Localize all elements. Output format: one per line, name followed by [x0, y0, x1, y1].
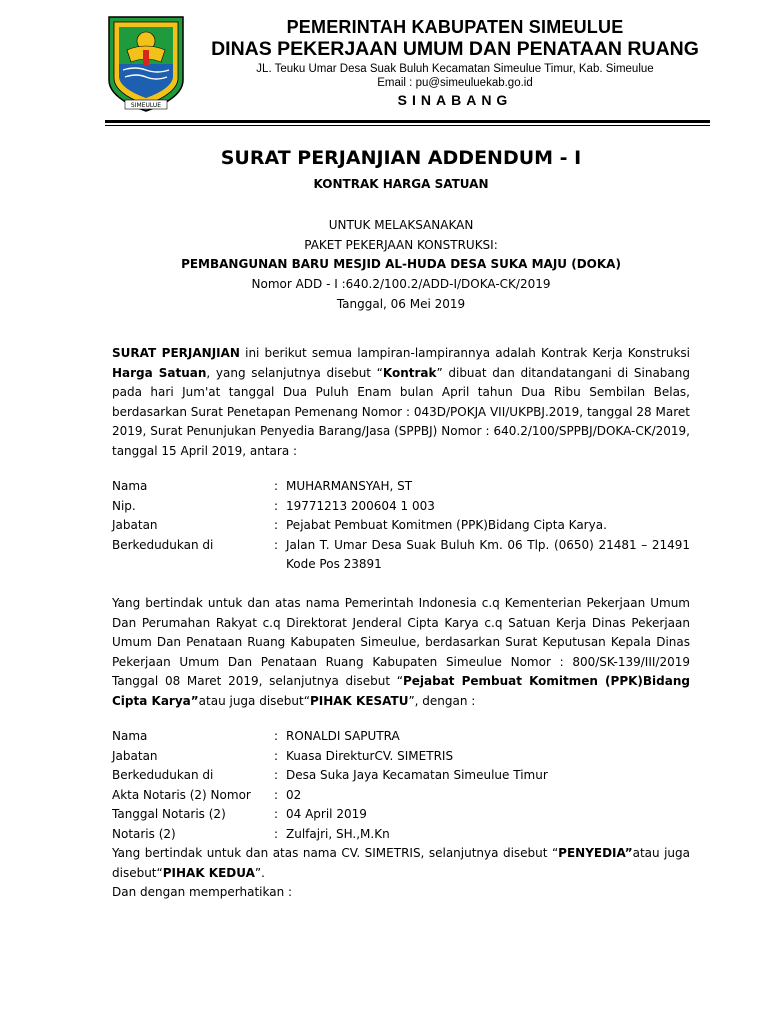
- party-two-details: [112, 727, 690, 844]
- field-label: Jabatan: [112, 748, 158, 763]
- party-two-bold-alias: PIHAK KEDUA: [162, 865, 255, 880]
- package-heading: PAKET PEKERJAAN KONSTRUKSI:: [304, 238, 498, 252]
- letterhead-government: PEMERINTAH KABUPATEN SIMEULUE: [286, 17, 624, 37]
- field-row: [112, 477, 690, 497]
- purpose-heading: UNTUK MELAKSANAKAN: [328, 218, 474, 232]
- field-colon: :: [274, 748, 279, 763]
- letterhead-email: Email : pu@simeuluekab.go.id: [377, 77, 533, 89]
- intro-text-1: ini berikut semua lampiran-lampirannya adalah Kontrak Kerja Konstruksi: [239, 346, 690, 360]
- party-one-text-3: ”, dengan :: [408, 693, 476, 708]
- field-value: 04 April 2019: [286, 807, 367, 821]
- field-colon: :: [274, 479, 279, 493]
- project-name: PEMBANGUNAN BARU MESJID AL-HUDA DESA SUKA MAJU (DOKA): [181, 257, 621, 271]
- letterhead-divider-thick: [105, 120, 710, 123]
- intro-paragraph: [112, 344, 690, 461]
- field-row: [112, 727, 690, 747]
- letterhead-city: SINABANG: [397, 92, 513, 108]
- field-value: Zulfajri, SH.,M.Kn: [286, 826, 390, 841]
- intro-bold-harga: Harga Satuan: [112, 365, 207, 380]
- letterhead-address: JL. Teuku Umar Desa Suak Buluh Kecamatan Simeulue Timur, Kab. Simeulue: [256, 63, 654, 75]
- field-row: [112, 805, 690, 825]
- document-subtitle: KONTRAK HARGA SATUAN: [313, 177, 489, 191]
- field-colon: :: [274, 729, 279, 743]
- field-colon: :: [274, 787, 279, 802]
- field-colon: :: [274, 807, 279, 821]
- field-colon: :: [274, 768, 279, 782]
- party-one-description: [112, 594, 690, 711]
- field-row: [112, 766, 690, 786]
- party-two-text-3: ”.: [254, 865, 265, 880]
- intro-bold-kontrak: Kontrak: [382, 365, 437, 380]
- field-label: Berkedudukan di: [112, 537, 214, 552]
- field-label: Nama: [112, 479, 148, 493]
- party-one-details: [112, 477, 690, 575]
- party-one-text-2: atau juga disebut“: [198, 693, 310, 708]
- field-value: Kuasa DirekturCV. SIMETRIS: [286, 748, 454, 763]
- field-row: [112, 497, 690, 517]
- field-label: Notaris (2): [112, 826, 176, 841]
- field-value: Desa Suka Jaya Kecamatan Simeulue Timur: [286, 768, 548, 782]
- party-two-description: [112, 844, 690, 903]
- field-colon: :: [274, 518, 279, 532]
- field-value: MUHARMANSYAH, ST: [286, 479, 413, 493]
- field-row: [112, 516, 690, 536]
- field-row: [112, 825, 690, 845]
- letterhead-divider-thin: [105, 125, 710, 126]
- field-row: [112, 786, 690, 806]
- field-label: Akta Notaris (2) Nomor: [112, 787, 251, 802]
- document-number: Nomor ADD - I :640.2/100.2/ADD-I/DOKA-CK/2019: [251, 277, 551, 291]
- party-two-text-1: Yang bertindak untuk dan atas nama CV. SIMETRIS, selanjutnya disebut “: [112, 846, 559, 860]
- party-one-text-1: Yang bertindak untuk dan atas nama Pemerintah Indonesia c.q Kementerian Pekerjaan Umum Dan Perumahan Rakyat c.q Direktorat Jenderal Cipta Karya c.q Satuan Kerja Dinas Pekerjaan Umum Dan Penataan Ruang Kabupaten Simeulue, berdasarkan Surat Keputusan Kepala Dinas Pekerjaan Umum Dan Penataan Ruang Kabupaten Simeulue Nomor : 800/SK-139/III/2019 Tanggal 08 Maret 2019, selanjutnya disebut “: [112, 596, 690, 688]
- letterhead: [0, 0, 768, 125]
- field-colon: :: [274, 498, 279, 513]
- intro-text-3: ” dibuat dan ditandatangani di Sinabang pada hari Jum'at tanggal Dua Puluh Enam bulan April tahun Dua Ribu Sembilan Belas, berdasarkan Surat Penetapan Pemenang Nomor : 043D/POKJA VII/UKPBJ.2019, tanggal 28 Maret 2019, Surat Penunjukan Penyedia Barang/Jasa (SPPBJ) Nomor : 640.2/100/SPPBJ/DOKA-CK/2019, tanggal 15 April 2019, antara :: [112, 365, 690, 458]
- party-two-bold-title: PENYEDIA”: [558, 846, 633, 860]
- field-row: [112, 536, 690, 575]
- party-two-text-2: atau juga disebut“: [112, 846, 690, 880]
- letterhead-department: DINAS PEKERJAAN UMUM DAN PENATAAN RUANG: [211, 38, 699, 60]
- party-one-bold-alias: PIHAK KESATU: [309, 693, 409, 708]
- svg-text:SIMEULUE: SIMEULUE: [130, 102, 162, 109]
- field-colon: :: [274, 537, 279, 552]
- field-label: Tanggal Notaris (2): [112, 807, 226, 821]
- field-label: Jabatan: [112, 518, 158, 532]
- field-label: Nip.: [112, 498, 136, 513]
- simeulue-coat-of-arms-logo: [105, 14, 187, 114]
- document-date: Tanggal, 06 Mei 2019: [336, 297, 466, 311]
- field-value: Jalan T. Umar Desa Suak Buluh Km. 06 Tlp. (0650) 21481 – 21491 Kode Pos 23891: [286, 537, 690, 571]
- field-value: 19771213 200604 1 003: [286, 498, 435, 513]
- field-row: [112, 747, 690, 767]
- intro-text-2: , yang selanjutnya disebut “: [206, 365, 383, 380]
- party-one-bold-title: Pejabat Pembuat Komitmen (PPK)Bidang Cipta Karya”: [112, 674, 690, 708]
- field-colon: :: [274, 826, 279, 841]
- field-label: Berkedudukan di: [112, 768, 214, 782]
- field-value: Pejabat Pembuat Komitmen (PPK)Bidang Cipta Karya.: [286, 518, 607, 532]
- closing-line: Dan dengan memperhatikan :: [112, 885, 293, 899]
- party-two-paragraph: [112, 844, 690, 883]
- field-label: Nama: [112, 729, 148, 743]
- intro-bold-surat: SURAT PERJANJIAN: [112, 346, 240, 360]
- field-value: 02: [286, 787, 302, 802]
- field-value: RONALDI SAPUTRA: [286, 729, 400, 743]
- document-title: SURAT PERJANJIAN ADDENDUM - I: [220, 147, 582, 169]
